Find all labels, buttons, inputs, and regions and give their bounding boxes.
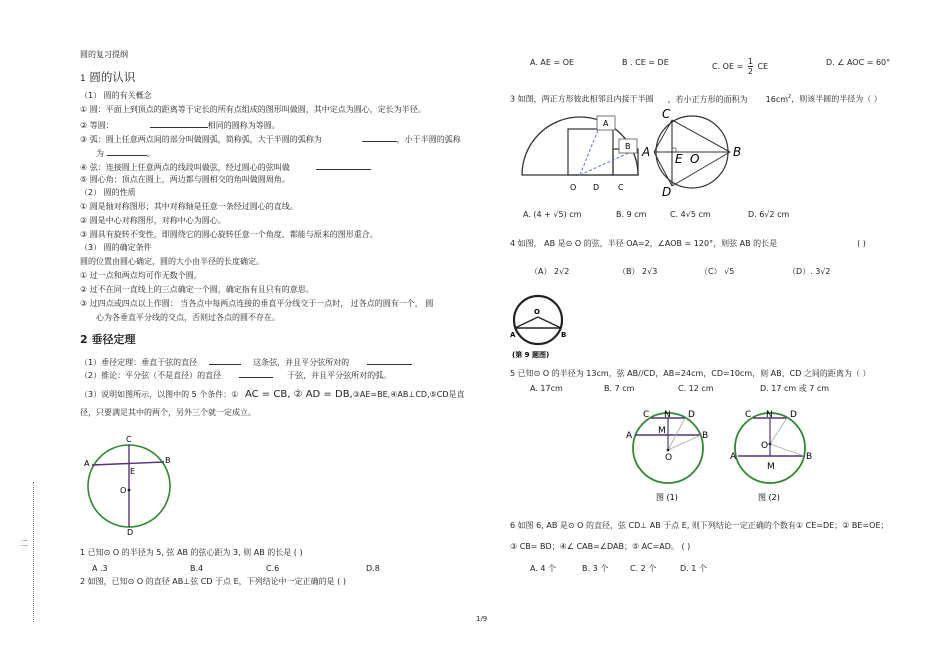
section-1-title: 圆的认识 <box>89 70 136 84</box>
section-2-heading <box>80 333 136 347</box>
chord-120-figure <box>510 293 570 361</box>
blank-perpendicular <box>239 368 273 378</box>
subheading-properties: （2） 圆的性质 <box>80 188 136 197</box>
q4-fig-label-A: A <box>510 331 516 339</box>
binding-margin-line <box>33 482 34 622</box>
fig-label-D: D <box>127 528 134 537</box>
theorem-line-2: （2）推论：平分弦（不是直径）的直径 于弦，并且平分弦所对的弧。 <box>80 368 391 381</box>
page-number: 1/9 <box>476 615 488 623</box>
question-6-cont: ③ CB= BD；④∠ CAB=∠DAB；⑤ AC=AD。 ( ) <box>510 542 691 551</box>
blank-minor-arc <box>107 146 147 156</box>
fig6-label-C: C <box>662 107 671 121</box>
fig1-label-D: D <box>688 410 695 420</box>
prop-axis-symmetry: ① 圆是轴对称图形；其中对称轴是任意一条经过圆心的直线。 <box>80 202 298 211</box>
fig1-label-B: B <box>702 431 709 441</box>
def-equal-circle: ② 等圆： 相同的圆称为等圆。 <box>80 118 280 131</box>
fig6-label-B: B <box>733 145 742 159</box>
margin-mark: 二 <box>20 539 28 548</box>
q4-option-b: （B） 2√3 <box>618 267 658 276</box>
section-1-number: 1 <box>80 74 86 84</box>
fig-label-B: B <box>165 456 171 465</box>
perpendicular-diameter-figure <box>84 432 174 537</box>
q4-fig-caption: (第 9 题图) <box>512 351 550 359</box>
def-chord: ④ 弦：连接圆上任意两点的线段叫做弦，经过圆心的弦叫做 <box>80 160 371 173</box>
fig1-label-A: A <box>626 431 633 441</box>
prop-rotation: ③ 圆具有旋转不变性，即圆绕它的圆心旋转任意一个角度，都能与原来的图形重合。 <box>80 230 378 239</box>
q3-option-d: D. 6√2 cm <box>748 210 790 219</box>
q1-option-c: C.6 <box>266 564 280 573</box>
doc-title: 圆的复习提纲 <box>80 50 128 59</box>
fig-label-C: C <box>126 435 132 444</box>
det-line-3-cont: 心为各垂直平分线的交点，否则过各点的圆不存在。 <box>96 313 280 322</box>
def-circle: ① 圆：平面上到顶点的距离等于定长的所有点组成的图形叫做圆，其中定点为圆心，定长为半径。 <box>80 105 426 114</box>
q4-option-c: （C） √5 <box>700 267 735 276</box>
def-arc: ③ 弧：圆上任意两点间的部分叫做圆弧，简称弧，大于半圆的弧称为 ，小于半圆的弧称 <box>80 132 461 145</box>
q2-option-a: A. AE = OE <box>530 58 575 67</box>
question-6: 6 如图 6, AB 是⊙ O 的直径，弦 CD⊥ AB 于点 E, 则下列结论一定正确的个数有① CE=DE；② BE=OE； <box>510 521 889 530</box>
fig-label-A: A <box>84 459 90 468</box>
theorem-line-4: 径，只要满足其中的两个，另外三个就一定成立。 <box>80 408 256 417</box>
fig2-label-B: B <box>806 452 813 462</box>
blank-arcs <box>367 355 412 365</box>
q4-option-d: （D）. 3√2 <box>788 267 831 276</box>
fig6-label-E: E <box>675 152 683 166</box>
def-arc-cont: 为 。 <box>96 146 155 159</box>
fraction-one-half: $\frac{1}{2}$ <box>747 57 753 76</box>
fig1-label-O: O <box>665 453 673 463</box>
fig2-label-A: A <box>730 452 737 462</box>
fig1-label-N: N <box>664 410 671 420</box>
question-3: 3 如图，两正方形彼此相邻且内接于半圆 ，若小正方形的面积为 $16cm^2$，则该半圆的半径为（ ） <box>510 94 882 104</box>
q5-figure-2 <box>728 404 818 504</box>
prop-center-symmetry: ② 圆是中心对称图形，对称中心为圆心。 <box>80 216 226 225</box>
q3-fig-label-D: D <box>593 183 600 192</box>
fig2-label-N: N <box>766 410 773 420</box>
fig6-label-O: O <box>690 152 700 166</box>
blank-bisects <box>209 355 241 365</box>
fig2-label-C: C <box>745 410 752 420</box>
det-line-0: 圆的位置由圆心确定，圆的大小由半径的长度确定。 <box>80 257 264 266</box>
fig2-caption: 图 (2) <box>758 493 780 502</box>
theorem-line-1: （1）垂径定理：垂直于弦的直径 这条弦，并且平分弦所对的 <box>80 355 412 368</box>
q3-fig-label-B: B <box>625 142 631 151</box>
fig1-caption: 图 (1) <box>656 493 678 502</box>
det-line-2: ② 过不在同一直线上的三点确定一个圆，确定指有且只有的意思。 <box>80 285 314 294</box>
section-2-title: 垂径定理 <box>91 333 136 346</box>
section-1-heading <box>80 70 135 86</box>
q1-option-b: B.4 <box>190 564 204 573</box>
fig-label-O: O <box>120 486 127 495</box>
question-5: 5 已知⊙ O 的半径为 13cm，弦 AB//CD，AB=24cm，CD=10cm，则 AB、CD 之间的距离为（ ） <box>510 369 871 378</box>
def-central-angle: ⑤ 圆心角：顶点在圆上，两边都与圆相交的角叫做圆周角。 <box>80 175 290 184</box>
q3-option-b: B. 9 cm <box>616 210 647 219</box>
section-2-number: 2 <box>80 333 88 346</box>
q5-option-d: D. 17 cm 或 7 cm <box>760 384 830 393</box>
q5-option-a: A. 17cm <box>530 384 563 393</box>
q3-option-c: C. 4√5 cm <box>670 210 711 219</box>
q3-fig-label-C: C <box>618 183 624 192</box>
q3-fig-label-A: A <box>603 119 609 128</box>
circle-chord-figure-6 <box>630 104 750 199</box>
q6-option-b: B. 3 个 <box>582 564 609 573</box>
q1-option-a: A .3 <box>92 564 108 573</box>
fig2-label-M: M <box>767 462 775 472</box>
q5-option-c: C. 12 cm <box>678 384 714 393</box>
q3-fig-label-O: O <box>570 183 577 192</box>
question-1: 1 已知⊙ O 的半径为 5, 弦 AB 的弦心距为 3, 则 AB 的长是 ( ) <box>80 548 303 557</box>
q3-option-a: A. (4 + √5) cm <box>523 210 582 219</box>
q4-fig-label-O: O <box>534 308 540 316</box>
fig6-label-A: A <box>642 145 651 159</box>
question-4: 4 如图， AB 是⊙ O 的弦，半径 OA=2，∠AOB = 120°，则弦 AB 的长是 ( ) <box>510 239 866 248</box>
blank-equal-circle <box>150 118 208 128</box>
q2-option-d: D. ∠ AOC = 60° <box>826 58 891 67</box>
q2-option-b: B . CE = DE <box>622 58 669 67</box>
fig2-label-D: D <box>790 410 797 420</box>
q6-option-d: D. 1 个 <box>680 564 707 573</box>
det-line-1: ① 过一点和两点均可作无数个圆。 <box>80 271 202 280</box>
q6-option-c: C. 2 个 <box>630 564 657 573</box>
theorem-line-3: （3）说明如图所示，以图中的 5 个条件：① AC = CB, ② AD = DB,③AE=BE,④AB⊥CD,⑤CD是直 <box>80 389 465 400</box>
q5-option-b: B. 7 cm <box>604 384 635 393</box>
fig1-label-M: M <box>658 426 666 436</box>
q2-option-c: C. OE = $\frac{1}{2}$ CE <box>712 57 769 76</box>
q1-option-d: D.8 <box>366 564 380 573</box>
blank-diameter <box>316 160 371 170</box>
blank-major-arc <box>362 132 397 142</box>
q4-option-a: （A） 2√2 <box>530 267 570 276</box>
fig1-label-C: C <box>643 410 650 420</box>
fig2-label-O: O <box>761 441 769 451</box>
q5-figure-1 <box>624 404 714 504</box>
subheading-concepts: （1） 圆的有关概念 <box>80 91 152 100</box>
q4-fig-label-B: B <box>561 331 567 339</box>
det-line-3: ③ 过四点或四点以上作圆： 当各点中每两点连接的垂直平分线交于一点时， 过各点的圆有一个， 圆 <box>80 299 434 308</box>
q6-option-a: A. 4 个 <box>530 564 557 573</box>
question-2: 2 如图，已知⊙ O 的直径 AB⊥弦 CD 于点 E，下列结论中一定正确的是 ( ) <box>80 577 346 586</box>
subheading-determination: （3） 圆的确定条件 <box>80 243 152 252</box>
fig-label-E: E <box>130 467 136 476</box>
fig6-label-D: D <box>662 185 672 199</box>
